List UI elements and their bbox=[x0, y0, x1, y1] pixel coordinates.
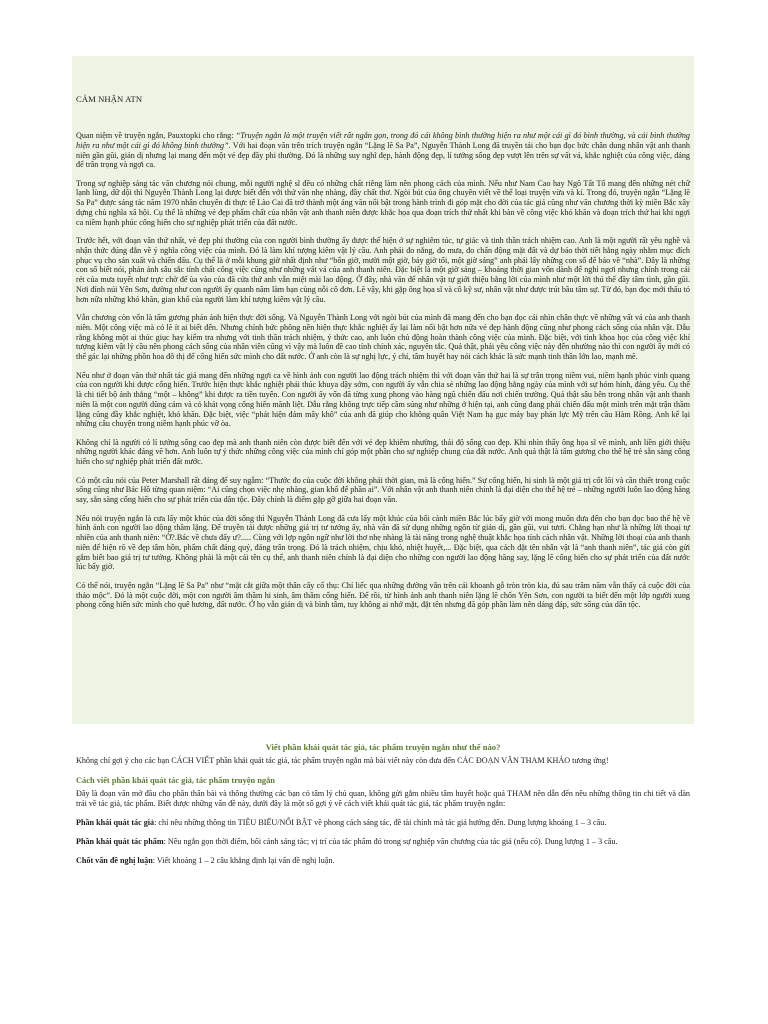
essay-paragraph: Không chỉ là người có lí tưởng sống cao đẹp mà anh thanh niên còn được biết đến với vẻ đẹp khiêm nhường, thái độ sống cao đẹp. Khi nhìn thấy ông họa sĩ vẽ mình, anh liền giới thiệu những người khác đáng vẽ hơn. Anh luôn tự ý thức những công việc của mình chỉ góp một phần cho sự nghiệp chung của đất nước. Anh quả thật là tấm gương cho thế hệ trẻ sẵn sàng cống hiến cho sự nghiệp phát triển đất nước. bbox=[76, 437, 690, 467]
essay-paragraph: Nếu như ở đoạn văn thứ nhất tác giả mang đến những ngợi ca về hình ảnh con người lao động trách nhiệm thì với đoạn văn thứ hai là sự trân trọng niềm vui, niềm hạnh phúc vinh quang của con người khi được cống hiến. Trước hiện thực khắc nghiệt phải thúc khuya dậy sớm, con người ấy vẫn chia sẻ những lao động hằng ngày của mình với sự hóm hỉnh, đáng yêu. Cụ thể là chi tiết bộ ảnh thắng “một – không” khi được ra tiền tuyến. Con người ấy vốn đã từng xung phong vào hàng ngũ chiến đấu nơi chiến trường. Quả thật sâu bên trong nhân vật anh thanh niên là một con người dũng cảm và có khát vọng cống hiến mãnh liệt. Dẫu rằng không trực tiếp cầm súng như những ở hiện tại, anh cũng đang phải chiến đấu một mình trên mặt trận thầm lặng cũng đầy khắc nghiệt, khó khăn. Đặc biệt, việc “phát hiện đám mây khô” của anh đã giúp cho không quân Việt Nam hạ gục máy bay phản lực Mỹ trên cầu Hàm Rồng. Anh kể lại những câu chuyện trong niềm hạnh phúc vỡ òa. bbox=[76, 370, 690, 429]
essay-section bbox=[72, 56, 694, 724]
guide-item-label: Phần khái quát tác giả bbox=[76, 817, 155, 827]
essay-paragraph-intro bbox=[76, 131, 690, 170]
guide-item-conclusion bbox=[76, 856, 690, 866]
paustovsky-quote: “Truyện ngắn là một truyện viết rất ngắn gọn, trong đó cái không bình thường hiện ra như một cái gì đó bình thường, và cái bình thường hiện ra như một cái gì đó không bình thường”. bbox=[76, 131, 690, 150]
essay-title: CẢM NHẬN ATN bbox=[76, 94, 143, 104]
writing-guide-section bbox=[72, 742, 694, 874]
essay-paragraph: Vẫn chương còn vốn là tấm gương phản ánh hiện thực đời sống. Và Nguyễn Thành Long với ngòi bút của mình đã mang đến cho bạn đọc cái nhìn chân thực về những vất vả của anh thanh niên. Một công việc mà có lẽ ít ai biết đến. Nhưng chính bức phông nền hiện thực khắc nghiệt ấy lại làm nổi bật hơn nữa vẻ đẹp hành động cũng như phong cách sống của nhân vật. Dẫu rằng không một ai thúc giục hay kiểm tra nhưng với tinh thần trách nhiệm, ý thức cao, anh luôn chủ động hoàn thành công việc của mình. Đặc biệt, với tính khoa học của công việc khí tượng kiêm vật lý cầu nên phong cách sống của nhân viên cũng vì vậy mà luôn đề cao tính chính xác, nguyên tắc. Quả thật, phải yêu công việc này đến nhường nào thì con người ấy mới có thể gác lại những phồn hoa đô thị để cống hiến sức mình cho đất nước. Ở anh còn là sự nghị lực, ý chí, tâm huyết hay nói cách khác là sức mạnh tinh thần lớn lao, mạnh mẽ. bbox=[76, 313, 690, 362]
guide-item-label: Chốt vấn đề nghị luận bbox=[76, 855, 153, 865]
essay-paragraph: Trong sự nghiệp sáng tác văn chương nói chung, mỗi người nghệ sĩ đều có những chất riêng làm nên phong cách của mình. Nếu như Nam Cao hay Ngô Tất Tố mang đến những nét chữ lạnh lùng, dữ dội thì Nguyễn Thành Long lại được biết đến với thứ văn nhẹ nhàng, đầy chất thơ. Ngòi bút của ông chuyên viết về thể loại truyện vừa và kí. Trong đó, truyện ngắn “Lặng lẽ Sa Pa” được sáng tác năm 1970 nhân chuyến đi thực tế Lào Cai đã trở thành một áng văn nổi bật trong hành trình đi góp mặt cho đời của tác giả cũng như văn chương thời kỳ miền Bắc xây dựng chủ nghĩa xã hội. Cụ thể là những vẻ đẹp phẩm chất của nhân vật anh thanh niên được khắc họa qua đoạn trích thứ nhất khi bàn về công việc khó khăn và đoạn trích thứ hai khi ngợi ca niềm hạnh phúc cống hiến cho sự nghiệp phát triển của đất nước. bbox=[76, 178, 690, 227]
guide-paragraph: Đây là đoạn văn mở đầu cho phần thân bài và thông thường các bạn có tâm lý chủ quan, không gửi gắm nhiều tâm huyết hoặc quá THAM nên dẫn đến nêu những thông tin chi tiết và dàn trải về tác giả, tác phẩm. Biết được những vấn đề này, dưới đây là một số gợi ý về cách viết khái quát tác giả, tác phẩm truyện ngắn: bbox=[76, 788, 690, 808]
guide-item-text: : Nêu ngắn gọn thời điểm, bối cảnh sáng tác; vị trí của tác phẩm đó trong sự nghiệp văn chương của tác giả (nếu có). Dung lượng 1 – 3 câu. bbox=[163, 836, 618, 846]
guide-heading: Viết phần khái quát tác giả, tác phẩm truyện ngắn như thế nào? bbox=[265, 742, 501, 752]
essay-paragraph: Có một câu nói của Peter Marshall rất đáng để suy ngẫm: “Thước đo của cuộc đời không phải thời gian, mà là cống hiến.” Sự cống hiến, hi sinh là một giá trị cốt lõi và cần thiết trong cuộc sống cũng như Bác Hồ từng quan niệm: “Ai cũng chọn việc nhẹ nhàng, gian khổ để phần ai”. Với nhân vật anh thanh niên chính là đại diện cho thế hệ trẻ – những người luôn lao động hăng say, sẵn sàng cống hiến cho sự phát triển của dân tộc. Đây chính là điểm gặp gỡ giữa hai đoạn văn. bbox=[76, 475, 690, 505]
guide-subheading: Cách viết phần khái quát tác giả, tác phẩm truyện ngắn bbox=[76, 775, 275, 785]
guide-item-text: : chỉ nêu những thông tin TIÊU BIỂU/NỔI BẬT về phong cách sáng tác, đề tài chính mà tác giả hướng đến. Dung lượng khoảng 1 – 3 câu. bbox=[154, 817, 607, 827]
essay-paragraph: Nếu nói truyện ngắn là cưa lấy một khúc của đời sống thì Nguyễn Thành Long đã cưa lấy một khúc của bối cảnh miền Bắc lúc bấy giờ với mong muốn đưa đến cho bạn đọc bao thế hệ về hình ảnh con người lao động thầm lặng. Để truyền tải được những giá trị tư tưởng ấy, nhà văn đã sử dụng những ngôn từ giản dị, gần gũi, vui tươi. Chẳng hạn như là những lời thoại tự nhiên của anh thanh niên: “Ở?.Bác về chưa đấy ư?..... Cùng với lợp ngôn ngữ như lời thơ nhẹ nhàng là tài năng trong nghệ thuật khắc họa tính cách nhân vật. Những lời thoại của anh thanh niên để hiện rõ về đẹp tâm hồn, phẩm chất đáng quý, đáng trân trọng. Đó là trách nhiệm, chịu khó, nhiệt huyết,... Đặc biệt, qua cách đặt tên nhân vật là “anh thanh niên”, tác giả còn gửi gắm biết bao giá trị tư tưởng. Không phải là một cái tên cụ thể, anh thanh niên chính là đại diện cho những con người lao động hăng say, lặng lẽ cống hiến cho sự phát triển của đất nước lúc bấy giờ. bbox=[76, 513, 690, 572]
guide-item-text: : Viết khoảng 1 – 2 câu khẳng định lại vấn đề nghị luận. bbox=[152, 855, 335, 865]
guide-item-work bbox=[76, 837, 690, 847]
essay-paragraph: Trước hết, với đoạn văn thứ nhất, vẻ đẹp phi thường của con người bình thường ấy được thể hiện ở sự nghiêm túc, tự giác và tinh thần trách nhiệm cao. Anh là một người rất yêu nghề và nhận thức đúng đắn về ý nghĩa công việc của mình. Đó là làm khí tượng kiêm vật lý cầu. Anh phải đo nắng, đo mưa, đo chấn động mặt đất và dự báo thời tiết hằng ngày nhằm mục đích phục vụ cho sản xuất và chiến đấu. Cụ thể là ở mỗi khung giờ nhất định như “bốn giờ, mười một giờ, bảy giờ tối, một giờ sáng” anh phải lấy những con số để báo về “nhà”. Đây là những con số biết nói, phản ánh sâu sắc tính chất công việc cũng như những vất vả của anh thanh niên. Đặc biệt là một giờ sáng – khoảng thời gian vốn dành để nghỉ ngơi nhưng chính trong cái rét của mưa tuyết như trực chờ để ùa vào của đã cửa thứ anh vẫn miệt mài lao động. Ở đây, nhà văn để nhân vật tự giới thiệu bằng lời của mình như một lời thú thể đầy tâm tình, gần gũi. Nơi đỉnh núi Yên Sơn, đường như con người ấy quanh năm làm bạn cùng nỗi cô đơn. Lẽ vậy, khi gặp ông họa sĩ và cô kỹ sư, nhân vật như được trút bầu tâm sự. Từ đó, bạn đọc mới thấu tỏ hơn nữa những khó khăn, gian khổ của người làm khí tượng kiêm vật lý cầu. bbox=[76, 236, 690, 304]
guide-intro: Không chỉ gợi ý cho các bạn CÁCH VIẾT phần khái quát tác giả, tác phẩm truyện ngắn mà bài viết này còn đưa đến CÁC ĐOẠN VĂN THAM KHẢO tương ứng! bbox=[76, 756, 609, 765]
intro-rest: Với hai đoạn văn trên trích truyện ngắn “Lặng lẽ Sa Pa”, Nguyễn Thành Long đã truyền tải cho bạn đọc bức chân dung nhân vật anh thanh niên gần gũi, giản dị nhưng lại mang đến một vẻ đẹp đầy phi thường. Đó là những suy nghĩ đẹp, hành động đẹp, lí tưởng sống đẹp vượt lên trên sự vất vả, khắc nghiệt của công việc, đáng để trân trọng và ngợi ca. bbox=[76, 140, 690, 170]
guide-item-author bbox=[76, 818, 690, 828]
intro-lead: Quan niệm về truyện ngắn, Pauxtopki cho rằng: bbox=[76, 131, 236, 140]
essay-paragraph: Có thể nói, truyện ngắn “Lặng lẽ Sa Pa” như “mặt cắt giữa một thân cây cổ thụ: Chỉ liếc qua những đường vân trên cái khoanh gỗ tròn tròn kia, đủ sau trăm năm vẫn thấy cả cuộc đời của thảo mộc”. Đó là một cuộc đời, một con người âm thầm hi sinh, âm thầm cống hiến. Để rồi, từ hình ảnh anh thanh niên lặng lẽ chốn Yên Sơn, con người ta biết đến một lớp người xung phong cống hiến sức mình cho quê hương, đất nước. Ở họ vẫn giản dị và bình tâm, tuy không ai nhớ mặt, đặt tên nhưng đã góp phần làm nên dáng đáp, sức sống của dân tộc. bbox=[76, 580, 690, 610]
guide-item-label: Phần khái quát tác phẩm bbox=[76, 836, 164, 846]
